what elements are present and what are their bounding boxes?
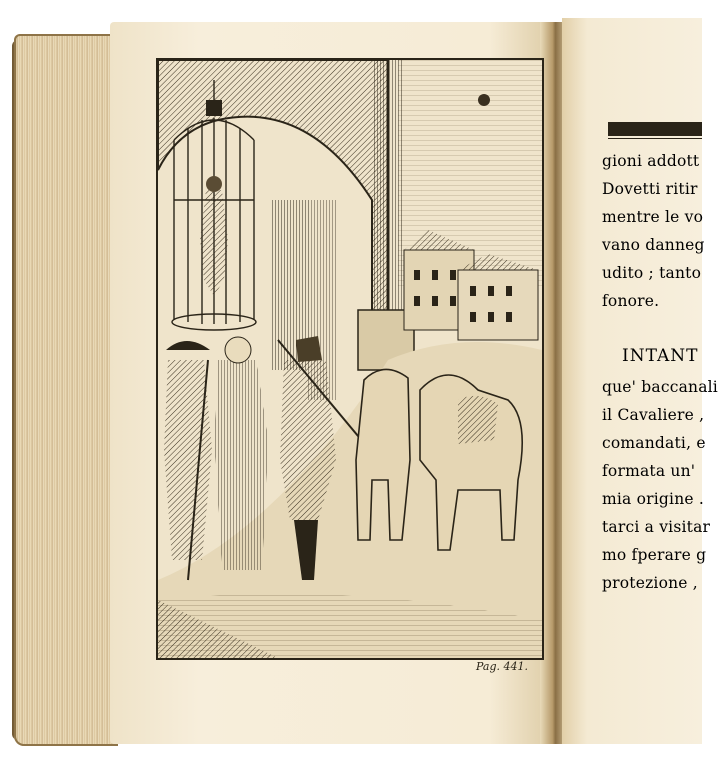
text-line: fonore. xyxy=(602,292,660,310)
text-line: udito ; tanto xyxy=(602,264,702,282)
page-edges xyxy=(14,34,118,746)
text-line: Dovetti ritir xyxy=(602,180,698,198)
section-heading: INTANT xyxy=(622,346,699,366)
ornamental-rule xyxy=(608,122,702,136)
text-line: tarci a visitar xyxy=(602,518,711,536)
text-line: formata un' xyxy=(602,462,696,480)
text-line: mia origine . xyxy=(602,490,705,508)
engraving-plate xyxy=(156,58,544,660)
text-line: que' baccanali xyxy=(602,378,718,396)
text-line: vano danneg xyxy=(602,236,705,254)
text-line: il Cavaliere , xyxy=(602,406,705,424)
text-line: mo fperare g xyxy=(602,546,707,564)
ornamental-rule-thin xyxy=(608,138,702,139)
text-line: comandati, e xyxy=(602,434,706,452)
text-line: mentre le vo xyxy=(602,208,704,226)
plate-caption: Pag. 441. xyxy=(476,660,528,673)
engraving-illustration xyxy=(158,60,542,658)
text-line: protezione , xyxy=(602,574,698,592)
text-line: gioni addott xyxy=(602,152,700,170)
